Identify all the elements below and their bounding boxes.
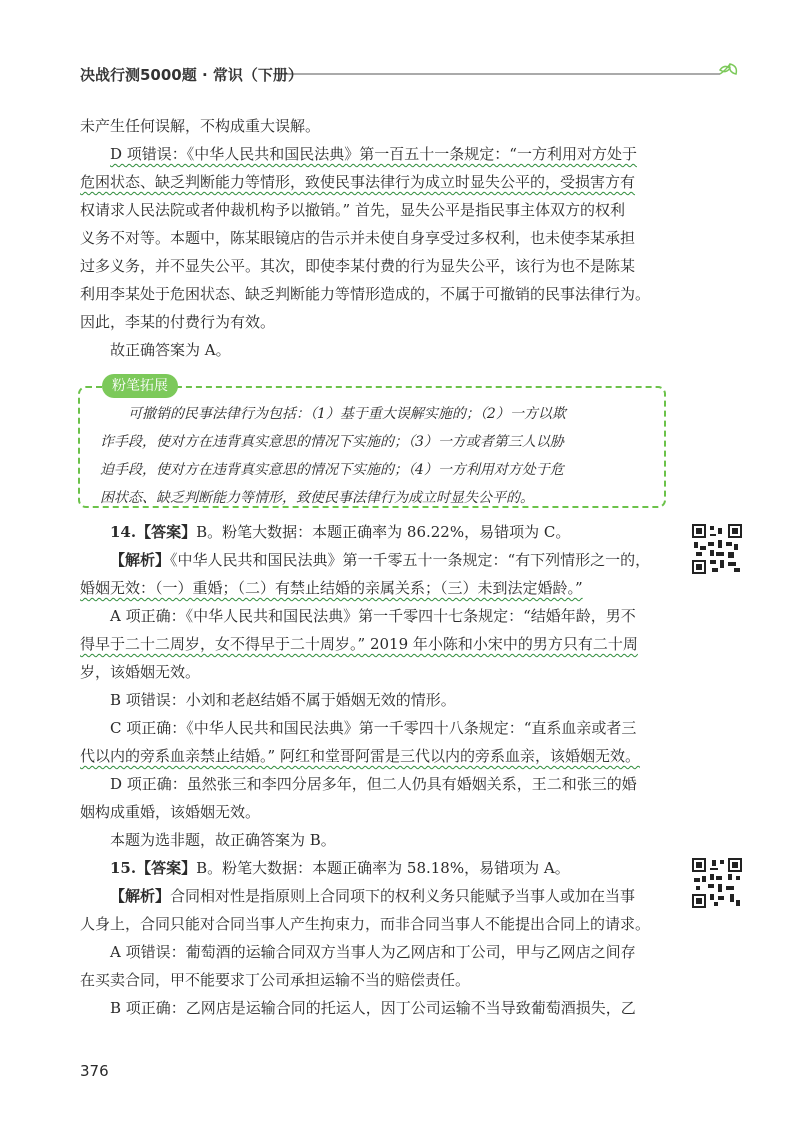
option-line: D 项正确：虽然张三和李四分居多年，但二人仍具有婚姻关系，王二和张三的婚 <box>110 775 637 793</box>
answer-line: 故正确答案为 A。 <box>110 341 231 359</box>
underlined-text: 代以内的旁系血亲禁止结婚。” 阿红和堂哥阿雷是三代以内的旁系血亲，该婚姻无效。 <box>80 747 640 765</box>
conclusion-line: 本题为选非题，故正确答案为 B。 <box>110 831 336 849</box>
answer-summary-text: B。粉笔大数据：本题正确率为 58.18%，易错项为 A。 <box>196 859 570 877</box>
answer-label: 15.【答案】 <box>110 859 197 877</box>
paragraph-line: 因此，李某的付费行为有效。 <box>80 313 276 331</box>
underlined-text: 得早于二十二周岁，女不得早于二十周岁。” 2019 年小陈和小宋中的男方只有二十周 <box>80 635 638 653</box>
analysis-line: 人身上，合同只能对合同当事人产生拘束力，而非合同当事人不能提出合同上的请求。 <box>80 915 651 933</box>
answer-summary <box>80 854 668 882</box>
analysis-text: 合同相对性是指原则上合同项下的权利义务只能赋予当事人或加在当事 <box>170 887 636 905</box>
option-line: 在买卖合同，甲不能要求丁公司承担运输不当的赔偿责任。 <box>80 971 471 989</box>
paragraph-line: 过多义务，并不显失公平。其次，即使李某付费的行为显失公平，该行为也不是陈某 <box>80 257 636 275</box>
option-line: A 项正确：《中华人民共和国民法典》第一千零四十七条规定：“结婚年龄，男不 <box>110 607 636 625</box>
option-line: B 项正确：乙网店是运输合同的托运人，因丁公司运输不当导致葡萄酒损失，乙 <box>110 999 636 1017</box>
header-title: 决战行测5000题 · 常识（下册） <box>80 66 303 84</box>
answer-summary <box>80 518 668 546</box>
paragraph-line <box>80 140 668 168</box>
analysis-text: 《中华人民共和国民法典》第一千零五十一条规定：“有下列情形之一的， <box>170 551 651 569</box>
option-line: A 项错误：葡萄酒的运输合同双方当事人为乙网店和丁公司，甲与乙网店之间存 <box>110 943 636 961</box>
extension-line: 迫手段，使对方在违背真实意思的情况下实施的；（4）一方利用对方处于危 <box>100 462 564 478</box>
extension-box <box>78 378 666 508</box>
option-line: C 项正确：《中华人民共和国民法典》第一千零四十八条规定：“直系血亲或者三 <box>110 719 637 737</box>
paragraph-line: 利用李某处于危困状态、缺乏判断能力等情形造成的，不属于可撤销的民事法律行为。 <box>80 285 651 303</box>
answer-summary-text: B。粉笔大数据：本题正确率为 86.22%，易错项为 C。 <box>196 523 571 541</box>
extension-line: 可撤销的民事法律行为包括：（1）基于重大误解实施的；（2）一方以欺 <box>128 406 566 422</box>
qr-code-icon[interactable] <box>692 524 742 574</box>
page-number: 376 <box>80 1062 109 1080</box>
paragraph-line: 权请求人民法院或者仲裁机构予以撤销。” 首先，显失公平是指民事主体双方的权利 <box>80 201 625 219</box>
analysis-line <box>80 574 668 602</box>
underlined-text: D 项错误：《中华人民共和国民法典》第一百五十一条规定：“一方利用对方处于 <box>110 145 637 163</box>
paragraph-line: 义务不对等。本题中，陈某眼镜店的告示并未使自身享受过多权利，也未使李某承担 <box>80 229 636 247</box>
option-line: B 项错误：小刘和老赵结婚不属于婚姻无效的情形。 <box>110 691 456 709</box>
page-header <box>80 62 752 90</box>
extension-line: 诈手段，使对方在违背真实意思的情况下实施的；（3）一方或者第三人以胁 <box>100 434 564 450</box>
analysis-label: 【解析】 <box>110 887 171 905</box>
underlined-text: 危困状态、缺乏判断能力等情形，致使民事法律行为成立时显失公平的，受损害方有 <box>80 173 636 191</box>
answer-label: 14.【答案】 <box>110 523 197 541</box>
option-line <box>80 630 668 658</box>
extension-tag: 粉笔拓展 <box>102 374 178 398</box>
extension-line: 困状态、缺乏判断能力等情形，致使民事法律行为成立时显失公平的。 <box>100 490 534 506</box>
analysis-line <box>80 546 668 574</box>
option-line: 姻构成重婚，该婚姻无效。 <box>80 803 261 821</box>
paragraph-line: 未产生任何误解，不构成重大误解。 <box>80 117 321 135</box>
option-line <box>80 742 668 770</box>
qr-code-icon[interactable] <box>692 858 742 908</box>
analysis-label: 【解析】 <box>110 551 171 569</box>
option-line: 岁，该婚姻无效。 <box>80 663 201 681</box>
paragraph-line <box>80 168 668 196</box>
analysis-line <box>80 882 668 910</box>
underlined-text: 婚姻无效：（一）重婚；（二）有禁止结婚的亲属关系；（三）未到法定婚龄。” <box>80 579 583 597</box>
